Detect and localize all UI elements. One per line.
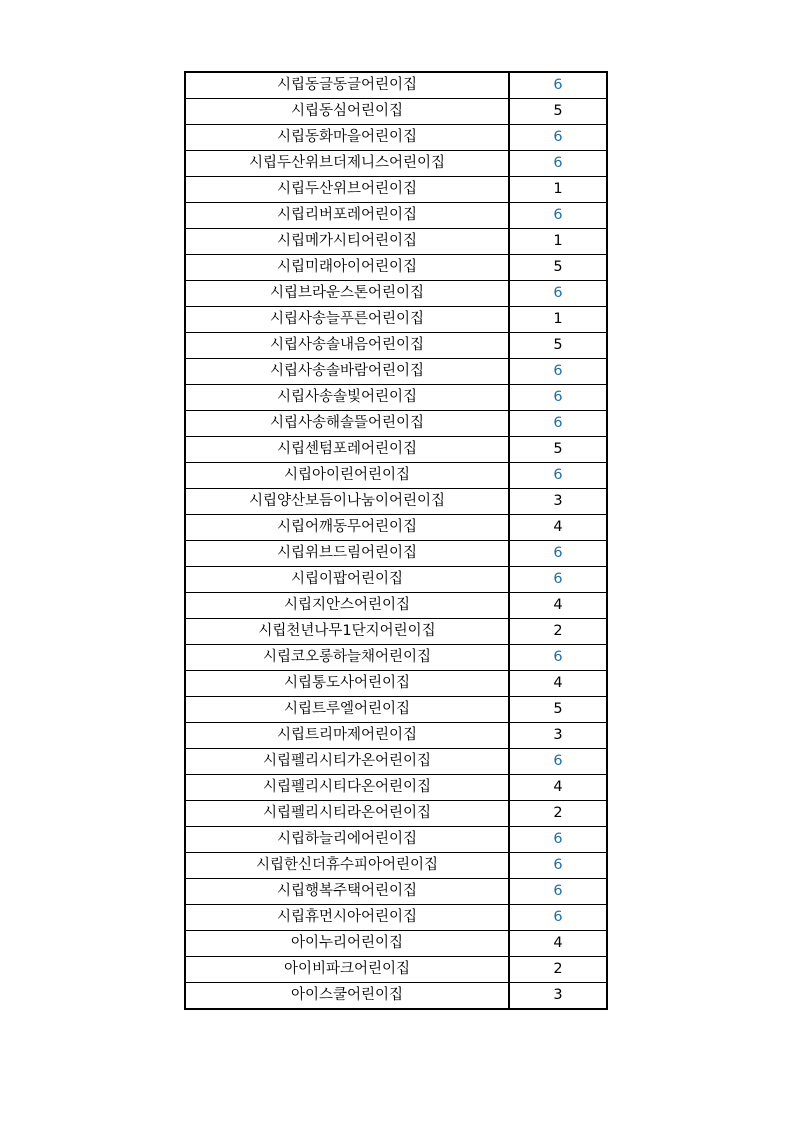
- count-cell: 6: [509, 72, 607, 99]
- table-row: [185, 177, 607, 203]
- count-cell: 6: [509, 463, 607, 489]
- count-cell: 2: [509, 801, 607, 827]
- daycare-name-cell: 시립사송솔내음어린이집: [185, 333, 509, 359]
- table-row: [185, 879, 607, 905]
- daycare-name-cell: 시립펠리시티가온어린이집: [185, 749, 509, 775]
- daycare-name-cell: 시립센텀포레어린이집: [185, 437, 509, 463]
- table-body: [185, 72, 607, 1009]
- count-cell: 5: [509, 255, 607, 281]
- daycare-name-cell: 아이스쿨어린이집: [185, 983, 509, 1010]
- daycare-name-cell: 시립브라운스톤어린이집: [185, 281, 509, 307]
- table-row: [185, 905, 607, 931]
- table-row: [185, 333, 607, 359]
- daycare-name-cell: 시립통도사어린이집: [185, 671, 509, 697]
- count-cell: 6: [509, 359, 607, 385]
- table-row: [185, 749, 607, 775]
- daycare-name-cell: 시립하늘리에어린이집: [185, 827, 509, 853]
- daycare-name-cell: 시립천년나무1단지어린이집: [185, 619, 509, 645]
- table-row: [185, 125, 607, 151]
- table-row: [185, 723, 607, 749]
- daycare-name-cell: 시립두산위브더제니스어린이집: [185, 151, 509, 177]
- count-cell: 2: [509, 957, 607, 983]
- daycare-table: [184, 71, 608, 1010]
- table-row: [185, 437, 607, 463]
- daycare-name-cell: 시립이팝어린이집: [185, 567, 509, 593]
- daycare-name-cell: 시립트루엘어린이집: [185, 697, 509, 723]
- daycare-name-cell: 시립양산보듬이나눔이어린이집: [185, 489, 509, 515]
- table-row: [185, 515, 607, 541]
- daycare-name-cell: 시립위브드림어린이집: [185, 541, 509, 567]
- count-cell: 6: [509, 125, 607, 151]
- count-cell: 1: [509, 177, 607, 203]
- table-row: [185, 99, 607, 125]
- daycare-name-cell: 아이누리어린이집: [185, 931, 509, 957]
- daycare-name-cell: 시립한신더휴수피아어린이집: [185, 853, 509, 879]
- table-row: [185, 359, 607, 385]
- daycare-name-cell: 시립지안스어린이집: [185, 593, 509, 619]
- daycare-name-cell: 시립트리마제어린이집: [185, 723, 509, 749]
- table-row: [185, 619, 607, 645]
- count-cell: 6: [509, 879, 607, 905]
- count-cell: 6: [509, 905, 607, 931]
- count-cell: 6: [509, 541, 607, 567]
- count-cell: 6: [509, 827, 607, 853]
- daycare-name-cell: 시립동심어린이집: [185, 99, 509, 125]
- count-cell: 5: [509, 697, 607, 723]
- daycare-name-cell: 시립펠리시티다온어린이집: [185, 775, 509, 801]
- count-cell: 4: [509, 593, 607, 619]
- count-cell: 6: [509, 853, 607, 879]
- count-cell: 4: [509, 775, 607, 801]
- count-cell: 5: [509, 333, 607, 359]
- daycare-name-cell: 시립아이린어린이집: [185, 463, 509, 489]
- daycare-name-cell: 시립사송솔바람어린이집: [185, 359, 509, 385]
- table-row: [185, 983, 607, 1010]
- count-cell: 6: [509, 385, 607, 411]
- daycare-name-cell: 시립메가시티어린이집: [185, 229, 509, 255]
- daycare-name-cell: 시립휴먼시아어린이집: [185, 905, 509, 931]
- count-cell: 6: [509, 749, 607, 775]
- count-cell: 4: [509, 515, 607, 541]
- daycare-name-cell: 시립동화마을어린이집: [185, 125, 509, 151]
- table-row: [185, 567, 607, 593]
- count-cell: 6: [509, 151, 607, 177]
- daycare-name-cell: 시립펠리시티라온어린이집: [185, 801, 509, 827]
- count-cell: 6: [509, 645, 607, 671]
- count-cell: 6: [509, 567, 607, 593]
- count-cell: 5: [509, 437, 607, 463]
- table-row: [185, 151, 607, 177]
- table-row: [185, 593, 607, 619]
- count-cell: 6: [509, 203, 607, 229]
- count-cell: 4: [509, 671, 607, 697]
- count-cell: 3: [509, 723, 607, 749]
- daycare-name-cell: 시립행복주택어린이집: [185, 879, 509, 905]
- daycare-name-cell: 시립동글동글어린이집: [185, 72, 509, 99]
- count-cell: 3: [509, 489, 607, 515]
- table-row: [185, 203, 607, 229]
- count-cell: 5: [509, 99, 607, 125]
- count-cell: 2: [509, 619, 607, 645]
- table-row: [185, 411, 607, 437]
- table-row: [185, 957, 607, 983]
- daycare-name-cell: 시립코오롱하늘채어린이집: [185, 645, 509, 671]
- table-row: [185, 697, 607, 723]
- table-row: [185, 541, 607, 567]
- table-row: [185, 385, 607, 411]
- table-row: [185, 827, 607, 853]
- daycare-name-cell: 시립두산위브어린이집: [185, 177, 509, 203]
- table-row: [185, 775, 607, 801]
- table-row: [185, 801, 607, 827]
- daycare-name-cell: 아이비파크어린이집: [185, 957, 509, 983]
- daycare-name-cell: 시립사송해솔뜰어린이집: [185, 411, 509, 437]
- count-cell: 4: [509, 931, 607, 957]
- table-row: [185, 489, 607, 515]
- daycare-name-cell: 시립미래아이어린이집: [185, 255, 509, 281]
- table-row: [185, 645, 607, 671]
- table-row: [185, 463, 607, 489]
- count-cell: 6: [509, 411, 607, 437]
- daycare-name-cell: 시립리버포레어린이집: [185, 203, 509, 229]
- table-row: [185, 72, 607, 99]
- count-cell: 6: [509, 281, 607, 307]
- table-row: [185, 307, 607, 333]
- count-cell: 1: [509, 229, 607, 255]
- count-cell: 3: [509, 983, 607, 1010]
- daycare-name-cell: 시립사송솔빛어린이집: [185, 385, 509, 411]
- table-row: [185, 671, 607, 697]
- table-row: [185, 255, 607, 281]
- table-row: [185, 931, 607, 957]
- table-row: [185, 281, 607, 307]
- daycare-name-cell: 시립어깨동무어린이집: [185, 515, 509, 541]
- daycare-name-cell: 시립사송늘푸른어린이집: [185, 307, 509, 333]
- table-row: [185, 853, 607, 879]
- table-row: [185, 229, 607, 255]
- count-cell: 1: [509, 307, 607, 333]
